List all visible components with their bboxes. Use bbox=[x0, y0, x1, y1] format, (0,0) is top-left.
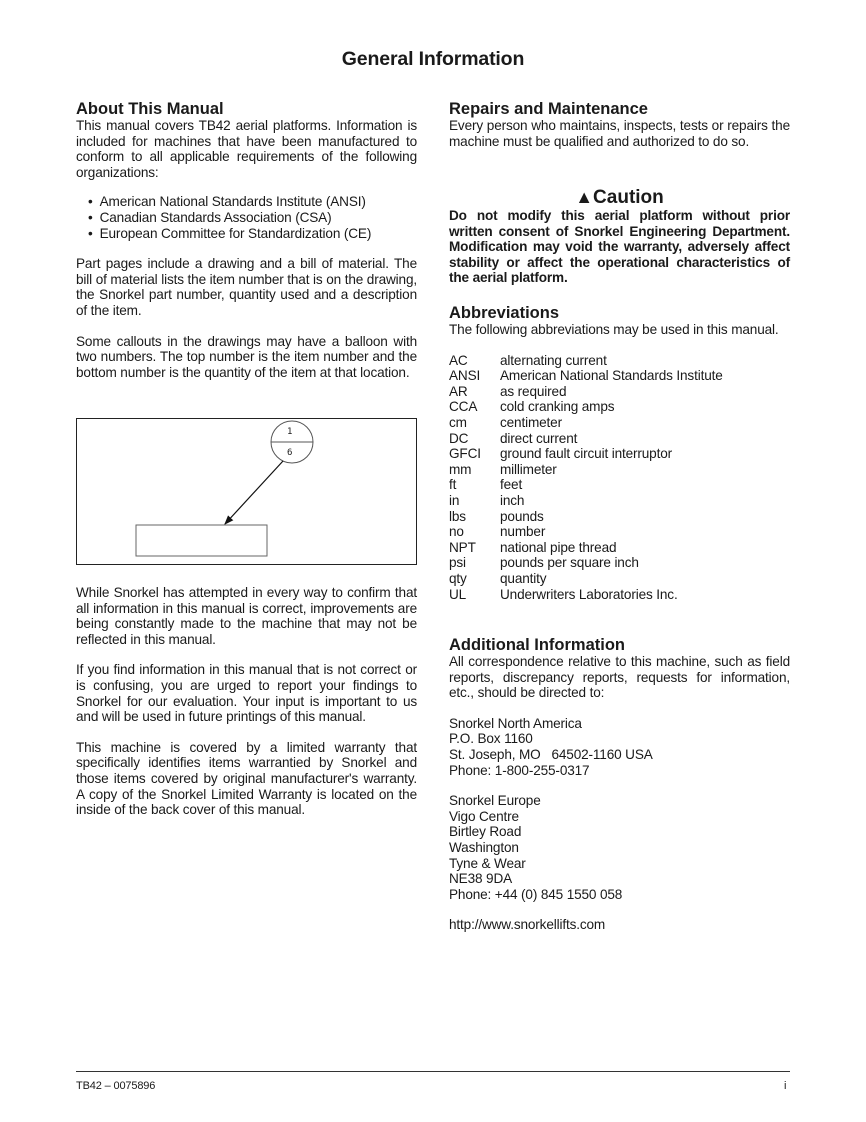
abbreviation: ANSI bbox=[449, 368, 481, 384]
about-section bbox=[76, 100, 417, 380]
abbreviation-meaning: pounds bbox=[500, 508, 544, 524]
abbreviation-meaning: direct current bbox=[500, 430, 578, 446]
repairs-section bbox=[449, 100, 790, 149]
warning-triangle-icon: ▲ bbox=[575, 187, 594, 207]
repairs-text: Every person who maintains, inspects, tests or repairs the machine must be qualified and authorized to do so. bbox=[449, 118, 790, 149]
abbreviation: psi bbox=[449, 555, 466, 571]
abbreviation: NPT bbox=[449, 539, 476, 555]
abbreviation-meaning: quantity bbox=[500, 570, 547, 586]
footer-divider bbox=[76, 1071, 790, 1072]
eu-address bbox=[449, 793, 790, 902]
abbreviation-meaning: inch bbox=[500, 492, 525, 508]
abbreviation: in bbox=[449, 492, 460, 508]
callout-arrow bbox=[225, 461, 283, 524]
abbreviation-meaning: centimeter bbox=[500, 414, 562, 430]
caution-text: Do not modify this aerial platform without prior written consent of Snorkel Engineering Department. Modification may void the warranty, adversely affect stability or affect the operational characteristics of the aerial platform. bbox=[449, 208, 790, 286]
abbreviation: mm bbox=[449, 461, 472, 477]
footer-page-number: i bbox=[784, 1080, 787, 1092]
address-line: Birtley Road bbox=[449, 824, 522, 840]
organizations-list bbox=[88, 194, 417, 241]
abbreviation-meaning: as required bbox=[500, 383, 567, 399]
abbreviation-meaning: cold cranking amps bbox=[500, 399, 615, 415]
abbreviation-row bbox=[449, 555, 723, 571]
address-line: St. Joseph, MO 64502-1160 USA bbox=[449, 746, 653, 762]
abbreviation: AC bbox=[449, 352, 468, 368]
abbreviation-row bbox=[449, 540, 723, 556]
abbreviation: GFCI bbox=[449, 446, 481, 462]
abbreviation-row bbox=[449, 462, 723, 478]
abbreviation: no bbox=[449, 524, 464, 540]
abbreviation: UL bbox=[449, 586, 467, 602]
page-title: General Information bbox=[341, 48, 525, 70]
diagram-drawing bbox=[77, 419, 415, 563]
abbreviations-table bbox=[449, 353, 723, 603]
abbreviation: ft bbox=[449, 477, 457, 493]
address-line: Snorkel Europe bbox=[449, 793, 541, 809]
abbreviation: CCA bbox=[449, 399, 478, 415]
abbreviation-meaning: millimeter bbox=[500, 461, 557, 477]
warranty-paragraph: This machine is covered by a limited warranty that specifically identifies items warrantied by Snorkel and those items covered by original manufacturer's warranty. A copy of the Snorkel Limited Warranty is located on the inside of the back cover of this manual. bbox=[76, 739, 417, 818]
address-line: P.O. Box 1160 bbox=[449, 731, 533, 747]
abbreviation: AR bbox=[449, 383, 468, 399]
abbreviation-meaning: Underwriters Laboratories Inc. bbox=[500, 586, 678, 602]
parts-paragraph: Part pages include a drawing and a bill of material. The bill of material lists the item number that is on the drawing, the Snorkel part number, quantity used and a description of the item. bbox=[76, 256, 417, 318]
balloon-callout-diagram bbox=[76, 418, 417, 565]
website-link[interactable]: http://www.snorkellifts.com bbox=[449, 917, 606, 933]
callouts-paragraph: Some callouts in the drawings may have a balloon with two numbers. The top number is the item number and the bottom number is the quantity of the item at that location. bbox=[76, 333, 417, 380]
abbreviation: cm bbox=[449, 414, 467, 430]
report-paragraph: If you find information in this manual that is not correct or is confusing, you are urged to report your findings to Snorkel for our evaluation. Your input is important to us and will be used in future printings of this manual. bbox=[76, 662, 417, 725]
abbreviation-row bbox=[449, 477, 723, 493]
abbreviation: DC bbox=[449, 430, 469, 446]
abbreviations-section bbox=[449, 304, 790, 602]
abbreviation-row bbox=[449, 493, 723, 509]
about-continued bbox=[76, 585, 417, 818]
na-address bbox=[449, 716, 790, 778]
abbreviation-row bbox=[449, 587, 723, 603]
additional-heading: Additional Information bbox=[449, 636, 625, 654]
abbreviation-row bbox=[449, 431, 723, 447]
confirm-paragraph: While Snorkel has attempted in every way to confirm that all information in this manual is correct, improvements are being constantly made to the machine that may not be reflected in this manual. bbox=[76, 585, 417, 647]
caution-title: ▲Caution bbox=[575, 187, 664, 208]
abbreviation-meaning: national pipe thread bbox=[500, 539, 617, 555]
caution-box bbox=[449, 187, 790, 286]
abbreviation-row bbox=[449, 415, 723, 431]
about-intro: This manual covers TB42 aerial platforms. Information is included for machines that have been manufactured to conform to all applicable requirements of the following organizations: bbox=[76, 118, 417, 180]
balloon-item-number: 1 bbox=[287, 427, 293, 437]
address-line: Snorkel North America bbox=[449, 715, 582, 731]
part-box bbox=[136, 525, 267, 556]
abbreviation-row bbox=[449, 524, 723, 540]
abbreviation-row bbox=[449, 368, 723, 384]
abbreviation-meaning: alternating current bbox=[500, 352, 607, 368]
additional-intro: All correspondence relative to this machine, such as field reports, discrepancy reports, requests for information, etc., should be directed to: bbox=[449, 654, 790, 701]
address-line: Washington bbox=[449, 839, 519, 855]
abbreviation-row bbox=[449, 399, 723, 415]
abbreviation-row bbox=[449, 446, 723, 462]
additional-section bbox=[449, 636, 790, 933]
abbreviation: qty bbox=[449, 570, 467, 586]
balloon-quantity: 6 bbox=[287, 448, 293, 458]
abbreviation-meaning: ground fault circuit interruptor bbox=[500, 446, 673, 462]
abbreviations-intro: The following abbreviations may be used in this manual. bbox=[449, 322, 779, 337]
footer-doc-id: TB42 – 0075896 bbox=[76, 1080, 156, 1092]
list-item: • European Committee for Standardization (CE) bbox=[88, 226, 417, 242]
abbreviation-meaning: number bbox=[500, 524, 546, 540]
about-heading: About This Manual bbox=[76, 100, 224, 118]
list-item: • Canadian Standards Association (CSA) bbox=[88, 210, 417, 226]
abbreviation-meaning: pounds per square inch bbox=[500, 555, 639, 571]
address-line: NE38 9DA bbox=[449, 871, 513, 887]
list-item: • American National Standards Institute (ANSI) bbox=[88, 194, 417, 210]
abbreviations-heading: Abbreviations bbox=[449, 304, 560, 322]
address-line: Tyne & Wear bbox=[449, 855, 526, 871]
abbreviation-row bbox=[449, 384, 723, 400]
abbreviation-row bbox=[449, 353, 723, 369]
address-line: Vigo Centre bbox=[449, 808, 519, 824]
phone-line: Phone: +44 (0) 845 1550 058 bbox=[449, 886, 623, 902]
abbreviation-row bbox=[449, 571, 723, 587]
abbreviation-meaning: American National Standards Institute bbox=[500, 368, 723, 384]
abbreviation-meaning: feet bbox=[500, 477, 523, 493]
abbreviation-row bbox=[449, 509, 723, 525]
phone-line: Phone: 1-800-255-0317 bbox=[449, 762, 590, 778]
repairs-heading: Repairs and Maintenance bbox=[449, 100, 648, 118]
abbreviation: lbs bbox=[449, 508, 466, 524]
